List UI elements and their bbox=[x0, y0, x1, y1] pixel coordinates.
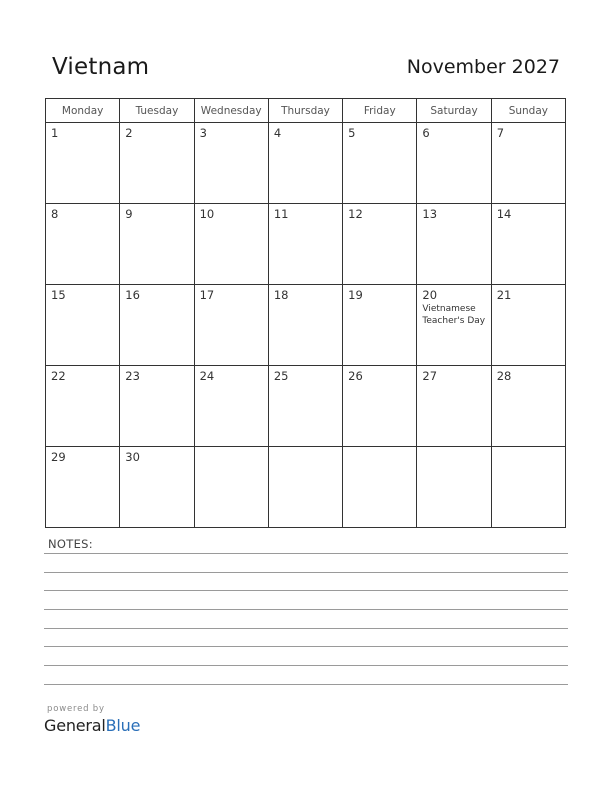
week-row bbox=[46, 285, 566, 366]
holiday-label: Vietnamese Teacher's Day bbox=[422, 304, 486, 326]
note-line[interactable] bbox=[44, 684, 568, 685]
day-cell bbox=[491, 285, 565, 366]
day-cell bbox=[343, 366, 417, 447]
day-cell bbox=[491, 366, 565, 447]
country-title: Vietnam bbox=[52, 54, 150, 80]
day-number: 23 bbox=[125, 369, 140, 383]
day-cell bbox=[417, 123, 491, 204]
day-number: 20 bbox=[422, 288, 438, 302]
day-number: 21 bbox=[496, 288, 512, 302]
week-row bbox=[46, 123, 566, 204]
day-cell bbox=[46, 204, 120, 285]
note-line[interactable] bbox=[44, 590, 568, 591]
day-cell bbox=[46, 447, 120, 528]
day-number: 29 bbox=[51, 450, 66, 464]
day-cell bbox=[268, 447, 342, 528]
day-cell bbox=[343, 204, 417, 285]
day-cell bbox=[46, 123, 120, 204]
day-number: 7 bbox=[496, 126, 505, 140]
brand-logo[interactable] bbox=[44, 716, 140, 735]
day-cell bbox=[491, 204, 565, 285]
day-number: 22 bbox=[51, 369, 66, 383]
day-number: 3 bbox=[199, 126, 207, 140]
calendar-grid bbox=[45, 98, 566, 528]
day-cell bbox=[491, 123, 565, 204]
week-row bbox=[46, 204, 566, 285]
week-row bbox=[46, 447, 566, 528]
day-number: 26 bbox=[348, 369, 363, 383]
day-number: 30 bbox=[125, 450, 140, 464]
weekday-header: Thursday bbox=[268, 99, 342, 123]
note-line[interactable] bbox=[44, 572, 568, 573]
day-number: 5 bbox=[348, 126, 356, 140]
day-cell bbox=[120, 123, 194, 204]
day-number: 11 bbox=[273, 207, 289, 221]
powered-by-text: powered by bbox=[47, 704, 105, 714]
day-number: 8 bbox=[51, 207, 59, 221]
day-number: 24 bbox=[199, 369, 215, 383]
weekday-header: Saturday bbox=[417, 99, 491, 123]
day-cell bbox=[343, 285, 417, 366]
weekday-header: Monday bbox=[46, 99, 120, 123]
day-number: 10 bbox=[199, 207, 215, 221]
day-cell bbox=[194, 123, 268, 204]
day-cell bbox=[194, 204, 268, 285]
weekday-header: Wednesday bbox=[194, 99, 268, 123]
day-number: 19 bbox=[348, 288, 363, 302]
day-number: 17 bbox=[199, 288, 215, 302]
weekday-header: Tuesday bbox=[120, 99, 194, 123]
day-cell bbox=[46, 285, 120, 366]
day-cell bbox=[268, 123, 342, 204]
day-number: 2 bbox=[125, 126, 133, 140]
day-number: 6 bbox=[422, 126, 430, 140]
brand-general-text: General bbox=[44, 716, 106, 735]
day-cell bbox=[120, 447, 194, 528]
day-cell bbox=[46, 366, 120, 447]
day-number: 4 bbox=[273, 126, 282, 140]
day-cell bbox=[417, 447, 491, 528]
day-number: 14 bbox=[496, 207, 512, 221]
week-row bbox=[46, 366, 566, 447]
note-line[interactable] bbox=[44, 646, 568, 647]
day-cell bbox=[194, 366, 268, 447]
day-cell bbox=[268, 204, 342, 285]
note-line[interactable] bbox=[44, 553, 568, 554]
day-number: 28 bbox=[496, 369, 512, 383]
day-number: 13 bbox=[422, 207, 438, 221]
day-cell bbox=[194, 285, 268, 366]
weekday-header-row bbox=[46, 99, 566, 123]
day-cell bbox=[417, 366, 491, 447]
day-cell bbox=[120, 366, 194, 447]
day-cell bbox=[194, 447, 268, 528]
day-cell bbox=[417, 285, 491, 366]
day-cell bbox=[343, 123, 417, 204]
day-cell bbox=[268, 366, 342, 447]
day-cell bbox=[268, 285, 342, 366]
day-number: 16 bbox=[125, 288, 140, 302]
day-cell bbox=[120, 204, 194, 285]
day-number: 1 bbox=[51, 126, 59, 140]
day-number: 15 bbox=[51, 288, 66, 302]
day-cell bbox=[491, 447, 565, 528]
brand-blue-text: Blue bbox=[105, 716, 141, 735]
notes-label: NOTES: bbox=[48, 537, 93, 551]
note-line[interactable] bbox=[44, 609, 568, 610]
day-number: 12 bbox=[348, 207, 363, 221]
note-line[interactable] bbox=[44, 665, 568, 666]
note-line[interactable] bbox=[44, 628, 568, 629]
day-cell bbox=[120, 285, 194, 366]
day-number: 9 bbox=[125, 207, 133, 221]
day-number: 25 bbox=[273, 369, 289, 383]
day-cell bbox=[417, 204, 491, 285]
weekday-header: Friday bbox=[343, 99, 417, 123]
day-number: 18 bbox=[273, 288, 289, 302]
day-number: 27 bbox=[422, 369, 438, 383]
weekday-header: Sunday bbox=[491, 99, 565, 123]
day-cell bbox=[343, 447, 417, 528]
month-year-title: November 2027 bbox=[406, 56, 560, 78]
